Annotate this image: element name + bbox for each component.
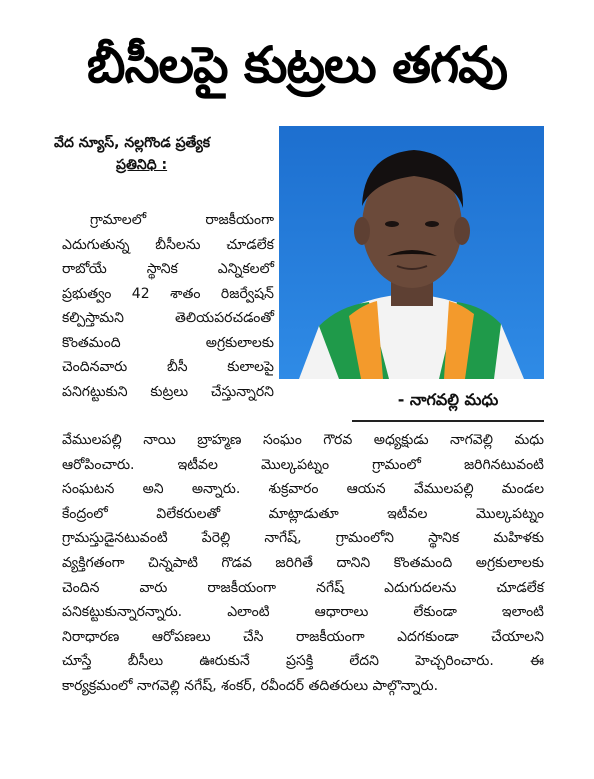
byline-correspondent: ప్రతినిధి : (116, 157, 168, 173)
article-line: గ్రామాలలో రాజకీయంగా (90, 212, 274, 228)
article-line: కేంద్రంలో విలేకరులతో మాట్లాడుతూ ఇటీవల మొల్కపట్నం (62, 505, 544, 522)
article-line: ప్రభుత్వం 42 శాతం రిజర్వేషన్ (62, 285, 274, 302)
article-line: ఎదుగుతున్న బీసీలను చూడలేక (62, 236, 274, 253)
headline: బీసీలపై కుట్రలు తగవు (86, 36, 508, 94)
article-line: చెందిన వారు రాజకీయంగా నగేష్ ఎదుగుదలను చూడలేక (62, 579, 544, 596)
article-line: గ్రామస్తుడైనటువంటి పేరెల్లి నాగేష్, గ్రామంలోని స్థానిక మహిళకు (62, 530, 544, 547)
article-line: పనిగట్టుకుని కుట్రలు చేస్తున్నారని (62, 383, 274, 400)
article-line: సంఘటన అని అన్నారు. శుక్రవారం ఆయన వేములపల్లి మండల (62, 481, 544, 498)
article-line: కార్యక్రమంలో నాగవెల్లి నగేష్, శంకర్, రవీందర్ తదితరులు పాల్గొన్నారు. (62, 677, 439, 694)
byline (54, 132, 274, 176)
article-line: చూస్తే బీసీలు ఊరుకునే ప్రసక్తి లేదని హెచ్చరించారు. ఈ (62, 653, 544, 670)
article-intro (62, 208, 274, 404)
article-line: వ్యక్తిగతంగా చిన్నపాటి గొడవ జరిగితే దానిని కొంతమంది అగ్రకులాలకు (62, 554, 544, 571)
article-line: పనికట్టుకున్నారన్నారు. ఎలాంటి ఆధారాలు లేకుండా ఇలాంటి (62, 604, 544, 621)
article-line: కల్పిస్తామని తెలియపరచడంతో (62, 310, 274, 326)
photo-caption: - నాగవల్లి మధు (352, 380, 544, 422)
portrait-illustration (279, 126, 544, 379)
article-line: చెందినవారు బీసీ కులాలపై (62, 359, 274, 375)
article-body (62, 428, 544, 699)
article-line: కొంతమంది అగ్రకులాలకు (62, 334, 274, 351)
article-line: ఆరోపించారు. ఇటీవల మొల్కపట్నం గ్రామంలో జరిగినటువంటి (62, 456, 544, 473)
byline-source: వేద న్యూస్, నల్లగొండ ప్రత్యేక (54, 135, 211, 151)
article-line: వేములపల్లి నాయి బ్రాహ్మణ సంఘం గౌరవ అధ్యక్షుడు నాగవెల్లి మధు (62, 432, 544, 448)
portrait-photo (279, 126, 544, 379)
article-line: రాబోయే స్థానిక ఎన్నికలలో (62, 261, 274, 277)
article-line: నిరాధారణ ఆరోపణలు చేసి రాజకీయంగా ఎదగకుండా చేయాలని (62, 628, 544, 645)
